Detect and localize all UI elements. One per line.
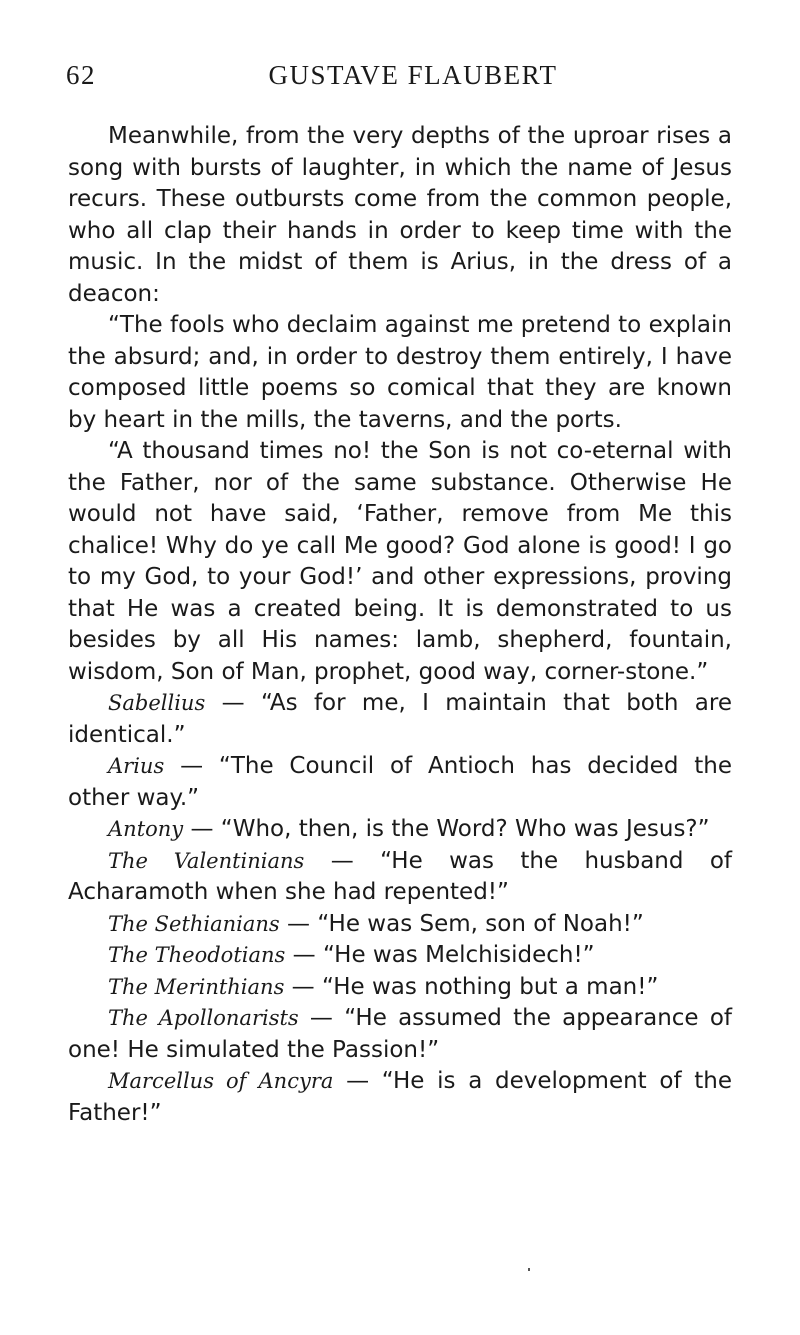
dialogue-text: “He was Melchisidech!”	[322, 942, 595, 968]
em-dash: —	[205, 690, 261, 716]
paragraph-text: “A thousand times no! the Son is not co-eternal with the Father, nor of the same substance. Otherwise He would not have said, ‘Father, remove from Me this chalice! Why do ye call Me good? God alone is good! I go to my God, to your God!’ and other expressions, proving that He was a created being. It is demonstrated to us besides by all His names: lamb, shepherd, fountain, wisdom, Son of Man, prophet, good way, corner-stone.”	[68, 438, 732, 685]
speaker-name: The Merinthians	[108, 974, 285, 999]
dialogue-text: “He is a development of the Father!”	[68, 1068, 732, 1126]
dialogue-line	[68, 1066, 732, 1129]
dialogue-text: “He assumed the appearance of one! He simulated the Passion!”	[68, 1005, 732, 1063]
page-number: 62	[66, 60, 96, 90]
em-dash: —	[304, 847, 381, 874]
em-dash: —	[279, 910, 318, 937]
dialogue-line	[68, 814, 732, 846]
speaker-name: Marcellus of Ancyra	[108, 1069, 334, 1093]
em-dash: —	[183, 816, 221, 842]
paragraph-text: “The fools who declaim against me pretend to explain the absurd; and, in order to destroy them entirely, I have composed little poems so comical that they are known by heart in the mills, the taverns, and the ports.	[68, 312, 732, 433]
paragraph-text: Meanwhile, from the very depths of the uproar rises a song with bursts of laughter, in which the name of Jesus recurs. These outbursts come from the common people, who all clap their hands in order to keep time with the music. In the midst of them is Arius, in the dress of a deacon:	[68, 123, 732, 307]
running-header	[66, 60, 732, 96]
em-dash: —	[164, 753, 219, 779]
dialogue-text: “He was Sem, son of Noah!”	[317, 910, 644, 937]
dialogue-text: “He was the husband of Acharamoth when she had repented!”	[68, 847, 733, 905]
running-title: GUSTAVE FLAUBERT	[268, 60, 558, 90]
dialogue-line	[68, 1003, 732, 1066]
dialogue-text: “As for me, I maintain that both are identical.”	[68, 690, 733, 748]
dialogue-line	[68, 751, 732, 814]
speaker-name: The Sethianians	[108, 911, 280, 936]
dialogue-text: “The Council of Antioch has decided the other way.”	[68, 753, 732, 811]
paragraph	[68, 121, 732, 310]
paragraph	[68, 436, 732, 688]
ink-speck	[528, 1268, 530, 1271]
paragraph	[68, 310, 732, 436]
em-dash: —	[298, 1005, 345, 1031]
dialogue-line	[68, 688, 732, 751]
speaker-name: The Theodotians	[108, 943, 286, 967]
em-dash: —	[333, 1068, 382, 1094]
dialogue-line	[68, 846, 732, 909]
dialogue-line	[68, 940, 732, 972]
em-dash: —	[284, 973, 322, 1000]
dialogue-line	[68, 909, 732, 941]
body-text	[68, 121, 732, 1129]
speaker-name: Antony	[108, 817, 184, 841]
speaker-name: The Apollonarists	[108, 1006, 299, 1030]
dialogue-text: “Who, then, is the Word? Who was Jesus?”	[220, 816, 710, 842]
speaker-name: The Valentinians	[108, 848, 305, 873]
dialogue-text: “He was nothing but a man!”	[321, 973, 659, 1000]
em-dash: —	[285, 942, 323, 968]
speaker-name: Sabellius	[108, 691, 206, 715]
speaker-name: Arius	[108, 754, 165, 778]
dialogue-line	[68, 972, 732, 1004]
